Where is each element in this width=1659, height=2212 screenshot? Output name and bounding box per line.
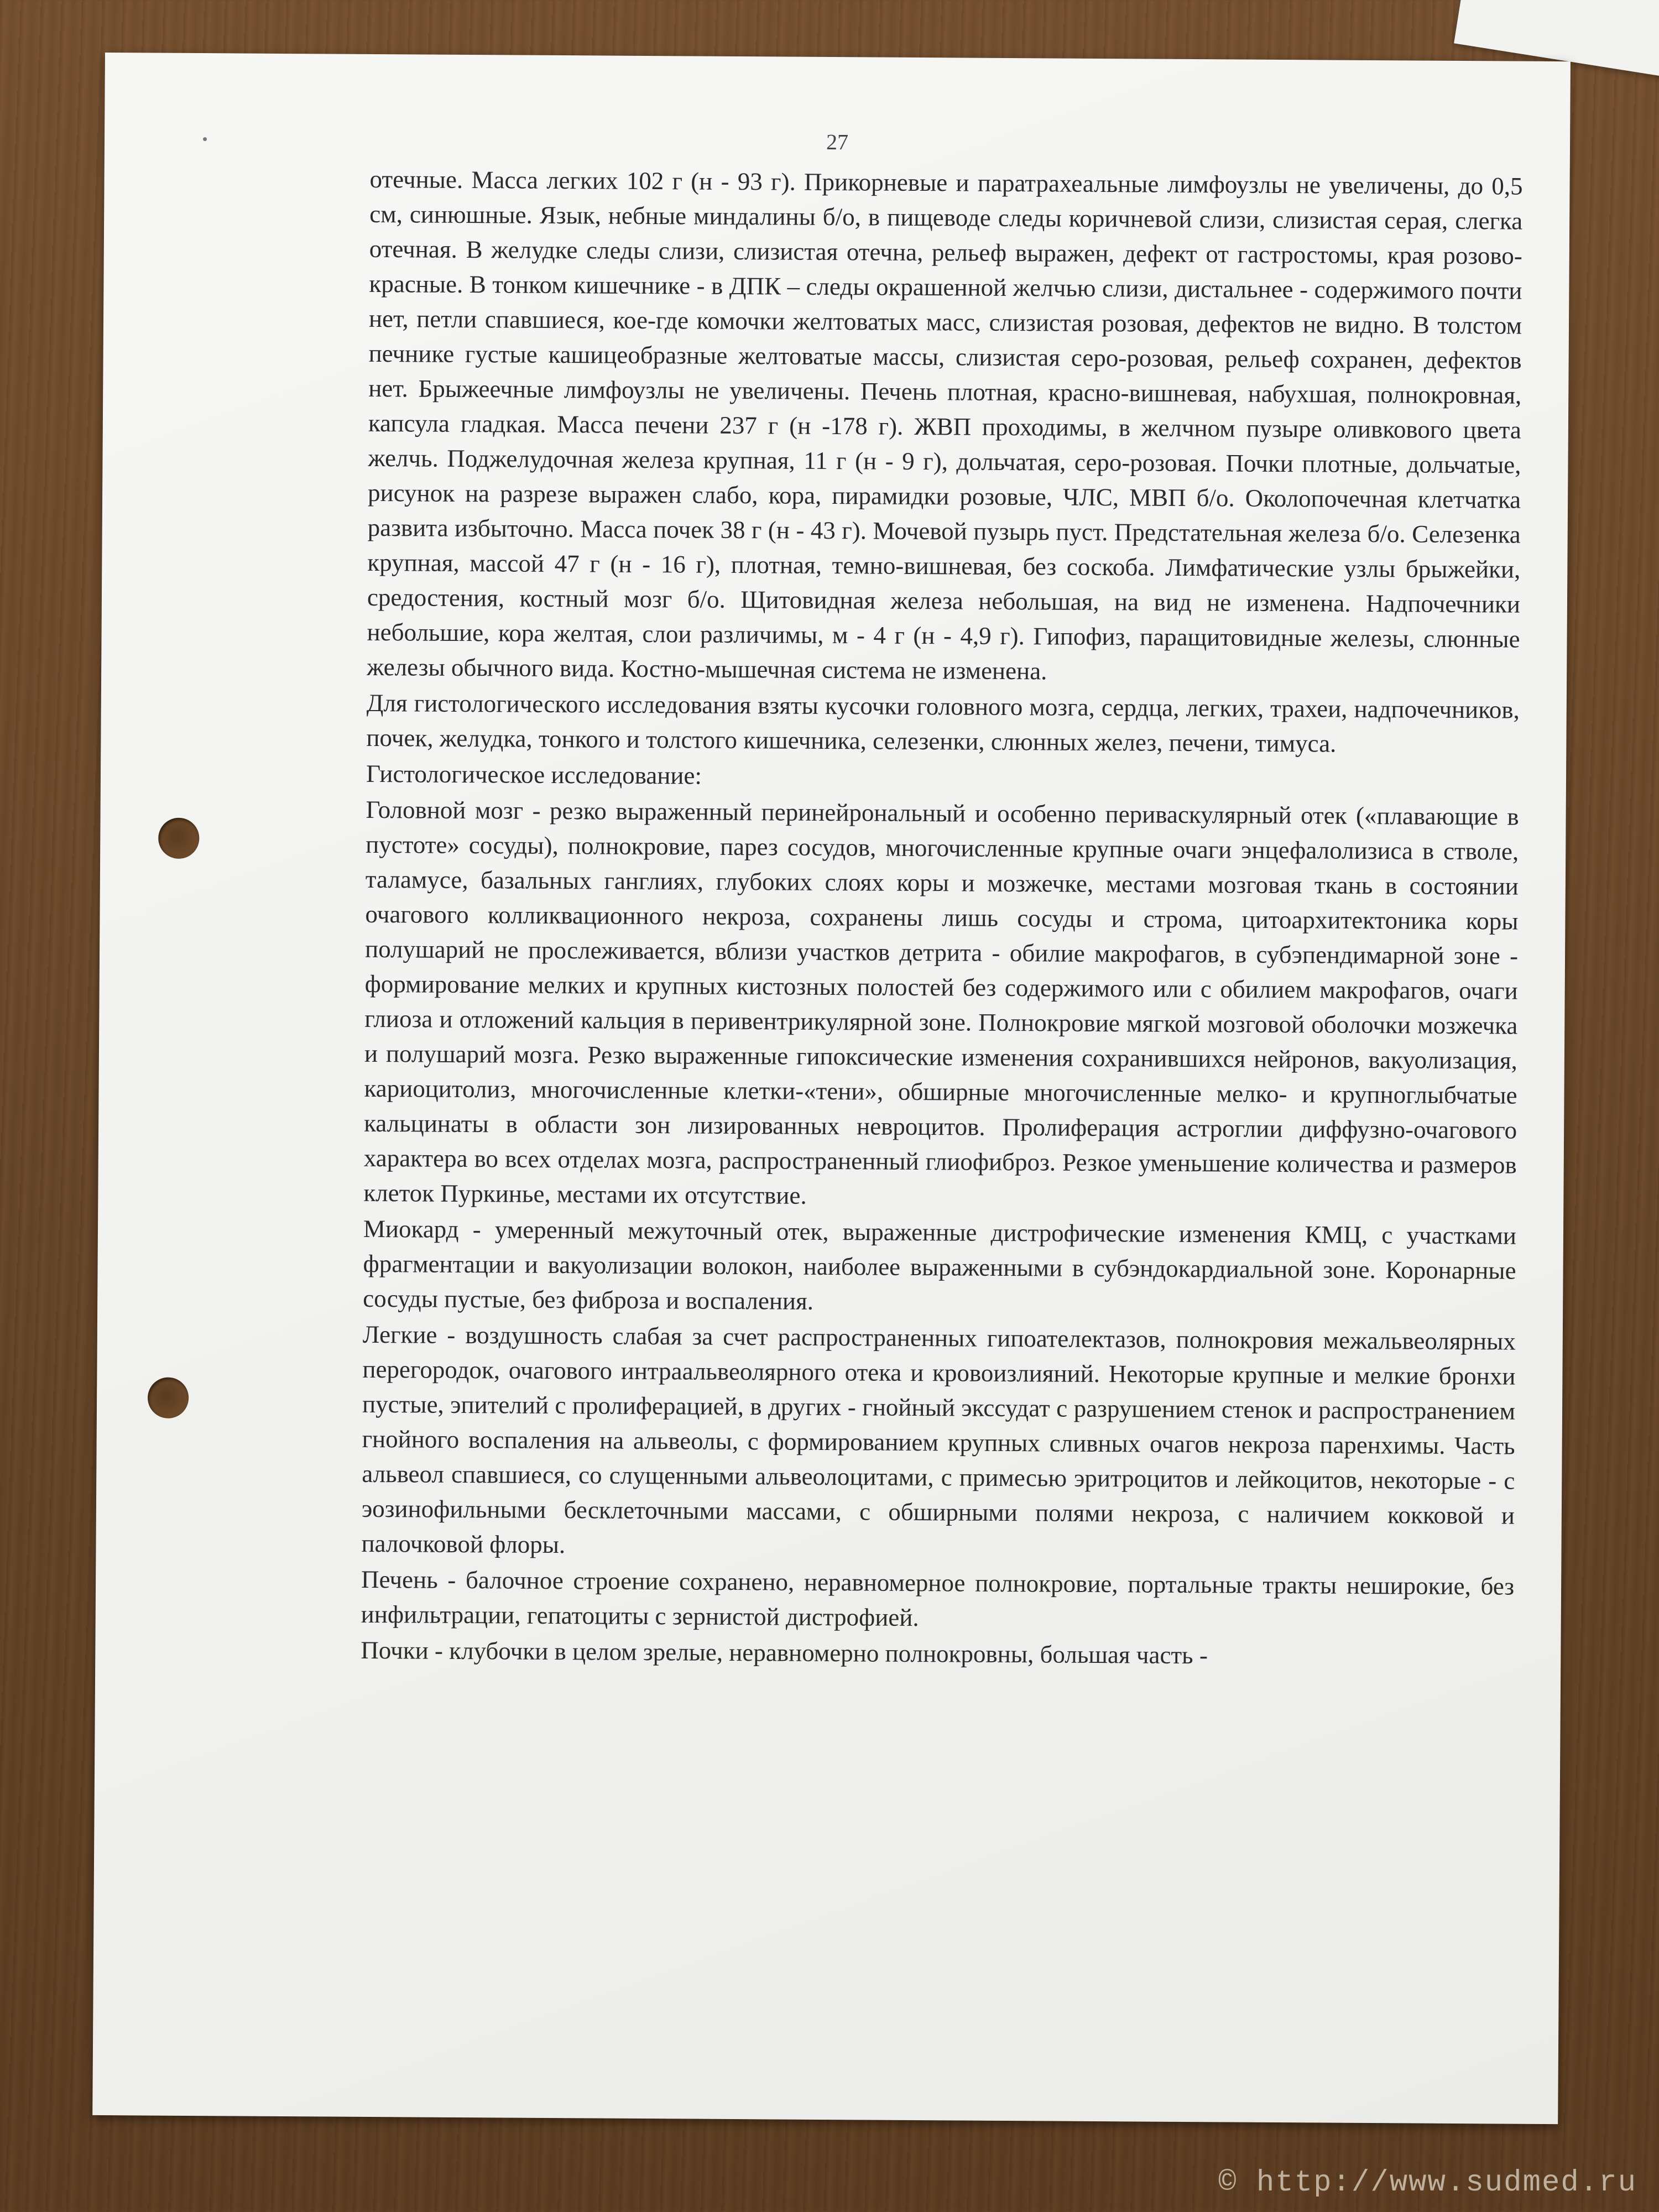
punch-hole-top	[158, 818, 199, 859]
paragraph-liver: Печень - балочное строение сохранено, неравномерное полнокровие, портальные тракты неширокие, без инфильтрации, гепатоциты с зернистой дистрофией.	[361, 1565, 1515, 1632]
paragraph-autopsy-organs: отечные. Масса легких 102 г (н - 93 г). Прикорневые и паратрахеальные лимфоузлы не увеличены, до 0,5 см, синюшные. Язык, небные миндалины б/о, в пищеводе следы коричневой слизи, слизистая серая, слегка отечная. В желудке следы слизи, слизистая отечна, рельеф выражен, дефект от гастростомы, края розово-красные. В тонком кишечнике - в ДПК – следы окрашенной желчью слизи, дистальнее - содержимого почти нет, петли спавшиеся, кое-где комочки желтоватых масс, слизистая розовая, дефектов не видно. В толстом печнике густые кашицеобразные желтоватые массы, слизистая серо-розовая, рельеф сохранен, дефектов нет. Брыжеечные лимфоузлы не увеличены. Печень плотная, красно-вишневая, набухшая, полнокровная, капсула гладкая. Масса печени 237 г (н -178 г). ЖВП проходимы, в желчном пузыре оливкового цвета желчь. Поджелудочная железа крупная, 11 г (н - 9 г), дольчатая, серо-розовая. Почки плотные, дольчатые, рисунок на разрезе выражен слабо, кора, пирамидки розовые, ЧЛС, МВП б/о. Околопочечная клетчатка развита избыточно. Масса почек 38 г (н - 43 г). Мочевой пузырь пуст. Предстательная железа б/о. Селезенка крупная, массой 47 г (н - 16 г), плотная, темно-вишневая, без соскоба. Лимфатические узлы брыжейки, средостения, костный мозг б/о. Щитовидная железа небольшая, на вид не изменена. Надпочечники небольшие, кора желтая, слои различимы, м - 4 г (н - 4,9 г). Гипофиз, паращитовидные железы, слюнные железы обычного вида. Костно-мышечная система не изменена.	[367, 165, 1523, 685]
document-page	[92, 53, 1571, 2124]
punch-hole-bottom	[148, 1378, 189, 1418]
paragraph-myocardium: Миокард - умеренный межуточный отек, выраженные дистрофические изменения КМЦ, с участками фрагментации и вакуолизации волокон, наиболее выраженными в субэндокардиальной зоне. Коронарные сосуды пустые, без фиброза и воспаления.	[363, 1214, 1517, 1315]
section-heading-histology: Гистологическое исследование:	[366, 759, 702, 790]
paragraph-histology-samples: Для гистологического исследования взяты кусочки головного мозга, сердца, легких, трахеи, надпочечников, почек, желудка, тонкого и толстого кишечника, селезенки, слюнных желез, печени, тимуса.	[366, 688, 1520, 758]
paragraph-lungs: Легкие - воздушность слабая за счет распространенных гипоателектазов, полнокровия межальвеолярных перегородок, очагового интраальвеолярного отека и кровоизлияний. Некоторые крупные и мелкие бронхи пустые, эпителий с пролиферацией, в других - гнойный экссудат с разрушением стенок и распространением гнойного воспаления на альвеолы, с формированием крупных сливных очагов некроза паренхимы. Часть альвеол спавшиеся, со слущенными альвеолоцитами, с примесью эритроцитов и лейкоцитов, некоторые - с эозинофильными бесклеточными массами, с обширными полями некроза, с наличием кокковой и палочковой флоры.	[361, 1320, 1516, 1559]
site-watermark: © http://www.sudmed.ru	[1218, 2166, 1637, 2200]
page-number: 27	[826, 129, 849, 155]
paragraph-brain: Головной мозг - резко выраженный перинейрональный и особенно периваскулярный отек («плавающие в пустоте» сосуды), полнокровие, парез сосудов, многочисленные крупные очаги энцефалолизиса в стволе, таламусе, базальных ганглиях, глубоких слоях коры и мозжечке, местами мозговая ткань в состоянии очагового колликвационного некроза, сохранены лишь сосуды и строма, цитоархитектоника коры полушарий не прослеживается, вблизи участков детрита - обилие макрофагов, в субэпендимарной зоне - формирование мелких и крупных кистозных полостей без содержимого или с обилием макрофагов, очаги глиоза и отложений кальция в перивентрикулярной зоне. Полнокровие мягкой мозговой оболочки мозжечка и полушарий мозга. Резко выраженные гипоксические изменения сохранившихся нейронов, вакуолизация, кариоцитолиз, многочисленные клетки-«тени», обширные многочисленные мелко- и крупноглыбчатые кальцинаты в области зон лизированных невроцитов. Пролиферация астроглии диффузно-очагового характера во всех отделах мозга, распространенный глиофиброз. Резкое уменьшение количества и размеров клеток Пуркинье, местами их отсутствие.	[363, 795, 1519, 1209]
paragraph-kidneys: Почки - клубочки в целом зрелые, неравномерно полнокровны, большая часть -	[361, 1636, 1208, 1670]
document-body	[361, 162, 1523, 1676]
